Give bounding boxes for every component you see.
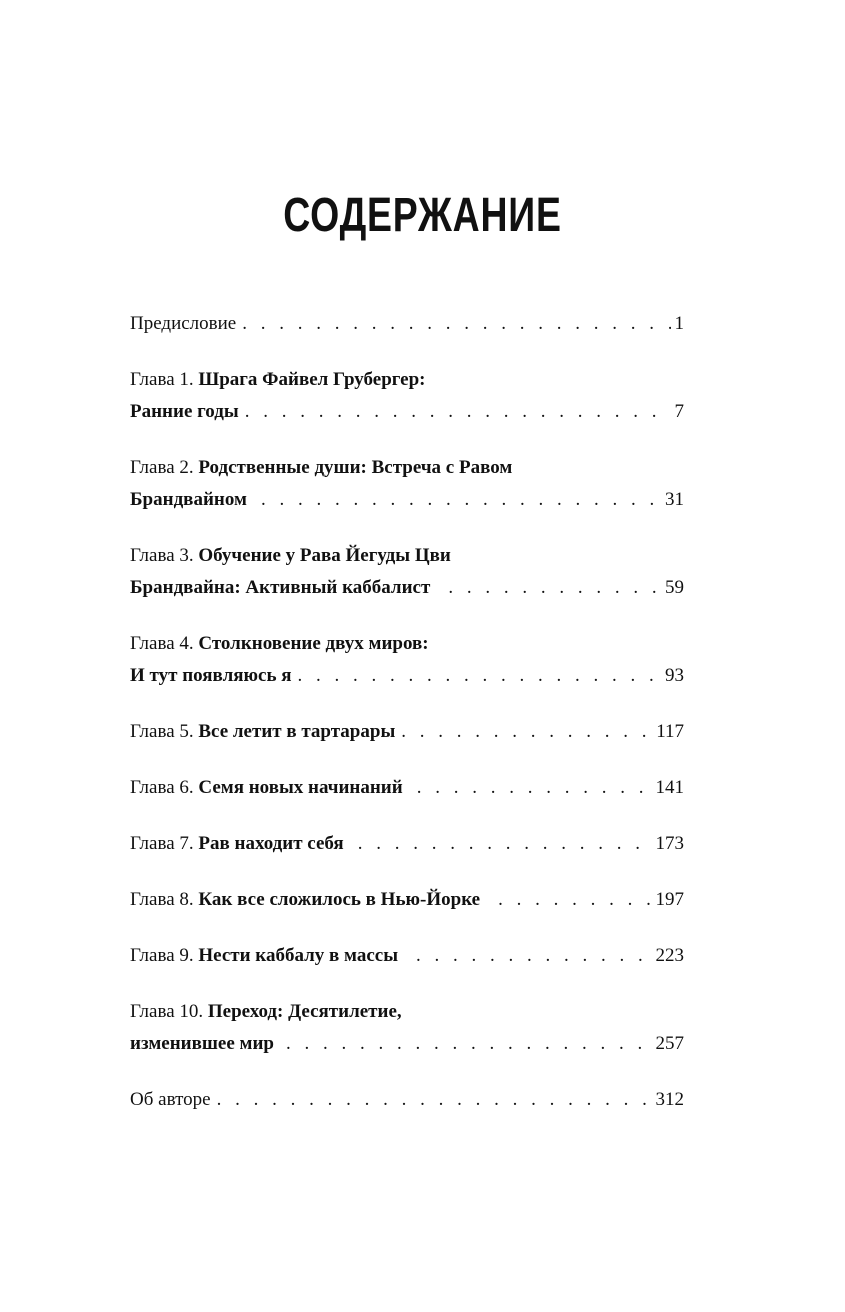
toc-entry-preface[interactable]	[130, 312, 684, 336]
dot-leader	[358, 832, 652, 856]
toc-entry-title: Об авторе	[130, 1089, 211, 1110]
toc-entry-title: Нести каббалу в массы	[198, 945, 399, 966]
chapter-label: Глава 9.	[130, 945, 194, 966]
dot-leader	[498, 888, 651, 912]
toc-page-number: 257	[655, 1033, 684, 1054]
toc-entry-chapter-5[interactable]	[130, 720, 684, 744]
toc-entry-title: Обучение у Рава Йегуды Цви	[198, 545, 451, 566]
chapter-label: Глава 1.	[130, 369, 194, 390]
toc-entry-title-continued: Брандвайном	[130, 489, 247, 510]
toc-page-number: 59	[665, 577, 684, 598]
toc-entry-title-continued: Брандвайна: Активный каббалист	[130, 577, 431, 598]
chapter-label: Глава 2.	[130, 457, 194, 478]
toc-entry-title-continued: изменившее мир	[130, 1033, 274, 1054]
toc-entry-title: Как все сложилось в Нью-Йорке	[198, 889, 481, 910]
chapter-label: Глава 10.	[130, 1001, 204, 1022]
toc-entry-title: Предисловие	[130, 313, 237, 334]
toc-entry-chapter-1[interactable]	[130, 368, 684, 424]
dot-leader	[417, 776, 652, 800]
toc-page-number: 312	[655, 1089, 684, 1110]
toc-page-number: 1	[674, 313, 684, 334]
toc-entry-title: Семя новых начинаний	[198, 777, 403, 798]
toc-page-number: 141	[655, 777, 684, 798]
toc-entry-title-continued: Ранние годы	[130, 401, 239, 422]
dot-leader	[245, 400, 671, 424]
toc-entry-about-author[interactable]	[130, 1088, 684, 1112]
table-of-contents	[130, 312, 684, 1144]
dot-leader	[416, 944, 651, 968]
toc-page-number: 31	[665, 489, 684, 510]
chapter-label: Глава 6.	[130, 777, 194, 798]
toc-entry-title-continued: И тут появляюсь я	[130, 665, 292, 686]
toc-page-number: 93	[665, 665, 684, 686]
toc-entry-title: Столкновение двух миров:	[198, 633, 429, 654]
dot-leader	[448, 576, 661, 600]
toc-entry-chapter-10[interactable]	[130, 1000, 684, 1056]
page-title: СОДЕРЖАНИЕ	[283, 189, 562, 242]
chapter-label: Глава 3.	[130, 545, 194, 566]
dot-leader	[242, 312, 670, 336]
toc-page-number: 117	[656, 721, 684, 742]
toc-entry-chapter-3[interactable]	[130, 544, 684, 600]
chapter-label: Глава 4.	[130, 633, 194, 654]
chapter-label: Глава 8.	[130, 889, 194, 910]
toc-entry-title: Шрага Файвел Грубергер:	[198, 369, 426, 390]
toc-page-number: 197	[655, 889, 684, 910]
toc-page-number: 173	[655, 833, 684, 854]
dot-leader	[286, 1032, 652, 1056]
toc-entry-title: Все летит в тартарары	[198, 721, 396, 742]
dot-leader	[401, 720, 652, 744]
toc-page-number: 223	[655, 945, 684, 966]
toc-entry-chapter-6[interactable]	[130, 776, 684, 800]
toc-page-number: 7	[674, 401, 684, 422]
toc-entry-chapter-7[interactable]	[130, 832, 684, 856]
toc-entry-title: Родственные души: Встреча с Равом	[198, 457, 513, 478]
toc-entry-title: Рав находит себя	[198, 833, 344, 854]
dot-leader	[261, 488, 661, 512]
dot-leader	[217, 1088, 652, 1112]
chapter-label: Глава 5.	[130, 721, 194, 742]
chapter-label: Глава 7.	[130, 833, 194, 854]
toc-entry-chapter-9[interactable]	[130, 944, 684, 968]
toc-entry-chapter-8[interactable]	[130, 888, 684, 912]
toc-entry-title: Переход: Десятилетие,	[207, 1001, 402, 1022]
toc-entry-chapter-2[interactable]	[130, 456, 684, 512]
toc-entry-chapter-4[interactable]	[130, 632, 684, 688]
dot-leader	[298, 664, 661, 688]
